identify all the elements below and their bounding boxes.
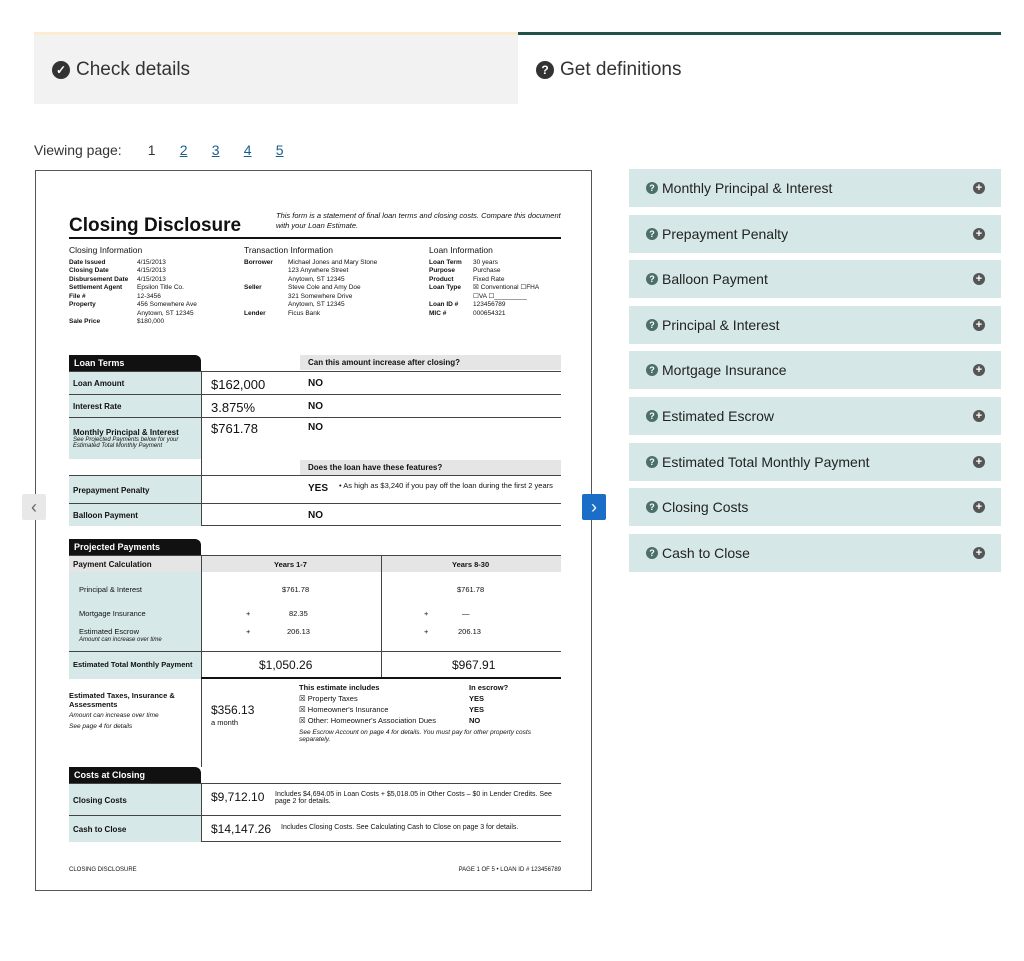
monthly-pi-label-cell: [69, 418, 201, 459]
total-years-8-30: $967.91: [452, 658, 496, 672]
taxes-period: a month: [211, 718, 239, 727]
definition-item[interactable]: [629, 306, 1001, 344]
info-key: [429, 293, 473, 301]
tab-get-definitions[interactable]: [518, 32, 1001, 104]
plus-sign: +: [424, 609, 429, 618]
interest-rate-answer: NO: [308, 401, 323, 412]
info-key: Loan Term: [429, 259, 462, 267]
info-value: $180,000: [137, 318, 165, 326]
chevron-left-icon: ‹: [31, 496, 37, 517]
pi-years-8-30: $761.78: [457, 585, 485, 594]
escrow-note: Amount can increase over time: [79, 637, 162, 643]
monthly-pi-row: [69, 417, 561, 458]
transaction-info-heading: Transaction Information: [244, 245, 333, 255]
definition-item[interactable]: [629, 443, 1001, 481]
closing-costs-row: [69, 783, 561, 815]
info-key: [244, 267, 288, 275]
info-key: File #: [69, 292, 86, 300]
info-value: Purchase: [473, 267, 501, 275]
pager-page-1: 1: [147, 142, 156, 158]
info-key: Property: [69, 301, 96, 309]
question-circle-icon: ?: [646, 501, 658, 513]
info-key: Date Issued: [69, 259, 106, 267]
col-years-8-30: Years 8-30: [452, 560, 490, 569]
includes-note: See Escrow Account on page 4 for details. You must pay for other property costs separately.: [299, 729, 531, 743]
pi-years-1-7: $761.78: [282, 585, 310, 594]
info-key: Settlement Agent: [69, 284, 123, 292]
previous-page-button[interactable]: [22, 494, 46, 520]
info-row: [429, 259, 561, 267]
chevron-right-icon: ›: [591, 496, 597, 517]
include-homeowners-insurance-answer: YES: [469, 705, 485, 714]
plus-circle-icon[interactable]: +: [973, 319, 985, 331]
info-value: 12-3456: [137, 292, 161, 300]
include-hoa-dues: ☒ Other: Homeowner's Association Dues: [299, 716, 436, 725]
info-value: 123456789: [473, 301, 506, 309]
plus-sign: +: [246, 609, 251, 618]
definition-item[interactable]: [629, 534, 1001, 572]
info-row: [69, 259, 244, 267]
info-row: [429, 301, 561, 309]
title-divider: [69, 237, 561, 239]
info-key: [244, 293, 288, 301]
interest-rate-row: [69, 394, 561, 417]
prepayment-row: [69, 475, 561, 503]
check-circle-icon: ✓: [52, 61, 70, 79]
info-row: [244, 293, 429, 301]
loan-amount-answer: NO: [308, 378, 323, 389]
plus-circle-icon[interactable]: +: [973, 182, 985, 194]
info-key: MIC #: [429, 309, 447, 317]
include-property-taxes-answer: YES: [469, 694, 485, 703]
transaction-information: [244, 245, 429, 318]
plus-sign: +: [246, 627, 251, 636]
info-key: Sale Price: [69, 318, 101, 326]
closing-information: [69, 245, 244, 327]
footer-right: PAGE 1 OF 5 • LOAN ID # 123456789: [458, 867, 561, 873]
plus-circle-icon[interactable]: +: [973, 364, 985, 376]
info-key: [69, 310, 137, 318]
loan-amount-label: Loan Amount: [69, 372, 201, 395]
monthly-pi-label: Monthly Principal & Interest: [73, 428, 179, 437]
mi-years-1-7: 82.35: [289, 609, 308, 618]
plus-circle-icon[interactable]: +: [973, 547, 985, 559]
loan-amount-row: [69, 371, 561, 394]
question-circle-icon: ?: [646, 273, 658, 285]
total-row: [69, 651, 561, 679]
info-key: Disbursement Date: [69, 275, 129, 283]
pi-label: Principal & Interest: [79, 585, 142, 594]
costs-at-closing-heading: Costs at Closing: [69, 767, 201, 783]
question-circle-icon: ?: [646, 456, 658, 468]
monthly-pi-value: $761.78: [211, 421, 258, 436]
pager-label: Viewing page:: [34, 142, 122, 158]
question-circle-icon: ?: [646, 319, 658, 331]
definition-item[interactable]: [629, 351, 1001, 389]
balloon-row: [69, 503, 561, 526]
info-row: [429, 267, 561, 275]
question-circle-icon: ?: [536, 61, 554, 79]
loan-information: [429, 245, 561, 318]
info-value: 123 Anywhere Street: [288, 267, 349, 275]
question-circle-icon: ?: [646, 228, 658, 240]
tab-check-details-label: Check details: [76, 58, 191, 80]
tab-check-details[interactable]: [34, 32, 518, 104]
mi-years-8-30: —: [462, 609, 470, 618]
closing-costs-note: Includes $4,694.05 in Loan Costs + $5,018.05 in Other Costs – $0 in Lender Credits. See page 2 for details.: [275, 791, 552, 805]
taxes-label: Estimated Taxes, Insurance & Assessments: [69, 691, 175, 709]
taxes-amount: $356.13: [211, 703, 255, 717]
plus-circle-icon[interactable]: +: [973, 456, 985, 468]
total-years-1-7: $1,050.26: [259, 658, 313, 672]
definition-label: Cash to Close: [662, 544, 750, 561]
page-pager: [34, 142, 308, 158]
info-value: 4/15/2013: [137, 275, 166, 283]
closing-costs-label: Closing Costs: [69, 784, 201, 816]
definition-label: Balloon Payment: [662, 271, 768, 288]
info-key: [244, 301, 288, 309]
document-title: Closing Disclosure: [69, 215, 242, 236]
pager-page-2[interactable]: 2: [179, 142, 188, 158]
info-key: Loan ID #: [429, 301, 459, 309]
escrow-years-1-7: 206.13: [287, 627, 310, 636]
info-row: [69, 276, 244, 284]
calc-label: Payment Calculation: [69, 556, 201, 573]
mi-label: Mortgage Insurance: [79, 609, 146, 618]
info-value: Anytown, ST 12345: [288, 301, 345, 309]
prepayment-note: • As high as $3,240 if you pay off the loan during the first 2 years: [339, 481, 553, 490]
info-value: Epsilon Title Co.: [137, 284, 184, 292]
question-circle-icon: ?: [646, 182, 658, 194]
definition-item[interactable]: [629, 397, 1001, 435]
info-value: 321 Somewhere Drive: [288, 292, 353, 300]
column-divider: [201, 783, 202, 842]
info-value: Michael Jones and Mary Stone: [288, 259, 378, 267]
info-key: Lender: [244, 309, 266, 317]
definition-item[interactable]: [629, 488, 1001, 526]
info-row: [244, 267, 429, 275]
info-row: [69, 318, 244, 326]
question-circle-icon: ?: [646, 364, 658, 376]
loan-info-heading: Loan Information: [429, 245, 493, 255]
balloon-label: Balloon Payment: [69, 504, 201, 526]
total-label: Estimated Total Monthly Payment: [69, 652, 201, 679]
include-hoa-dues-answer: NO: [469, 716, 481, 725]
info-key: Seller: [244, 284, 262, 292]
info-value: 000654321: [473, 309, 506, 317]
info-row: [244, 284, 429, 292]
cash-to-close-row: [69, 815, 561, 842]
next-page-button[interactable]: [582, 494, 606, 520]
projected-payments-heading: Projected Payments: [69, 539, 201, 555]
cash-to-close-label: Cash to Close: [69, 816, 201, 842]
info-value: ☒ Conventional ☐FHA: [473, 284, 540, 292]
info-row: [429, 293, 561, 301]
prepayment-answer: YES: [308, 483, 329, 494]
info-row: [429, 284, 561, 292]
pager-page-4[interactable]: 4: [243, 142, 252, 158]
column-divider: [201, 679, 202, 767]
escrow-heading: In escrow?: [469, 683, 509, 692]
monthly-pi-note: See Projected Payments below for your Estimated Total Monthly Payment: [73, 437, 179, 449]
includes-heading: This estimate includes: [299, 683, 380, 692]
footer-left: CLOSING DISCLOSURE: [69, 867, 137, 873]
closing-costs-value: $9,712.10: [211, 790, 265, 804]
definition-label: Estimated Escrow: [662, 408, 775, 424]
escrow-years-8-30: 206.13: [458, 627, 481, 636]
definition-item[interactable]: [629, 169, 1001, 207]
info-value: Steve Cole and Amy Doe: [288, 284, 361, 292]
info-key: Borrower: [244, 259, 273, 267]
escrow-label: Estimated Escrow: [79, 627, 140, 636]
info-value: Ficus Bank: [288, 309, 321, 317]
info-key: Purpose: [429, 267, 456, 275]
info-value: 4/15/2013: [137, 267, 166, 275]
col-years-1-7: Years 1-7: [274, 560, 307, 569]
plus-circle-icon[interactable]: +: [973, 410, 985, 422]
taxes-note-2: See page 4 for details: [69, 723, 133, 730]
interest-rate-label: Interest Rate: [69, 395, 201, 418]
definition-label: Mortgage Insurance: [662, 362, 787, 379]
info-key: Loan Type: [429, 284, 462, 292]
info-key: [244, 276, 288, 284]
document-preview: [35, 170, 592, 891]
closing-info-heading: Closing Information: [69, 245, 143, 255]
info-row: [244, 259, 429, 267]
definition-label: Prepayment Penalty: [662, 225, 789, 242]
info-row: [244, 301, 429, 309]
info-value: Anytown, ST 12345: [288, 275, 345, 283]
definition-label: Principal & Interest: [662, 316, 780, 333]
cash-to-close-note: Includes Closing Costs. See Calculating Cash to Close on page 3 for details.: [281, 824, 519, 831]
info-value: 456 Somewhere Ave: [137, 301, 197, 309]
plus-circle-icon[interactable]: +: [973, 501, 985, 513]
definition-item[interactable]: [629, 260, 1001, 298]
info-row: [244, 276, 429, 284]
question-circle-icon: ?: [646, 547, 658, 559]
include-homeowners-insurance: ☒ Homeowner's Insurance: [299, 705, 389, 714]
prepayment-label: Prepayment Penalty: [69, 476, 201, 504]
loan-amount-value: $162,000: [211, 377, 266, 392]
info-value: ☐VA ☐_________: [473, 292, 527, 300]
info-row: [69, 267, 244, 275]
interest-rate-value: 3.875%: [211, 400, 256, 415]
increase-question: Can this amount increase after closing?: [300, 355, 561, 370]
info-row: [244, 310, 429, 318]
include-property-taxes: ☒ Property Taxes: [299, 694, 358, 703]
definition-label: Monthly Principal & Interest: [662, 180, 833, 196]
taxes-note-1: Amount can increase over time: [69, 712, 159, 719]
info-row: [69, 293, 244, 301]
info-value: Anytown, ST 12345: [137, 309, 194, 317]
calc-header-row: [69, 555, 561, 572]
features-question: Does the loan have these features?: [300, 460, 561, 475]
definition-label: Estimated Total Monthly Payment: [662, 453, 870, 470]
plus-circle-icon[interactable]: +: [973, 228, 985, 240]
definition-label: Closing Costs: [662, 499, 749, 516]
info-value: Fixed Rate: [473, 275, 505, 283]
info-row: [429, 310, 561, 318]
tab-get-definitions-label: Get definitions: [560, 58, 682, 80]
definition-item[interactable]: [629, 215, 1001, 253]
balloon-answer: NO: [308, 510, 323, 521]
info-row: [69, 284, 244, 292]
pager-page-5[interactable]: 5: [275, 142, 284, 158]
info-value: 30 years: [473, 259, 498, 267]
pager-page-3[interactable]: 3: [211, 142, 220, 158]
info-row: [69, 301, 244, 309]
monthly-pi-answer: NO: [308, 422, 323, 433]
question-circle-icon: ?: [646, 410, 658, 422]
loan-terms-heading: Loan Terms: [69, 355, 201, 371]
info-key: Product: [429, 275, 454, 283]
info-key: Closing Date: [69, 267, 109, 275]
document-description: This form is a statement of final loan terms and closing costs. Compare this document with your Loan Estimate.: [276, 211, 561, 231]
info-value: 4/15/2013: [137, 259, 166, 267]
plus-circle-icon[interactable]: +: [973, 273, 985, 285]
cash-to-close-value: $14,147.26: [211, 822, 272, 836]
plus-sign: +: [424, 627, 429, 636]
info-row: [69, 310, 244, 318]
